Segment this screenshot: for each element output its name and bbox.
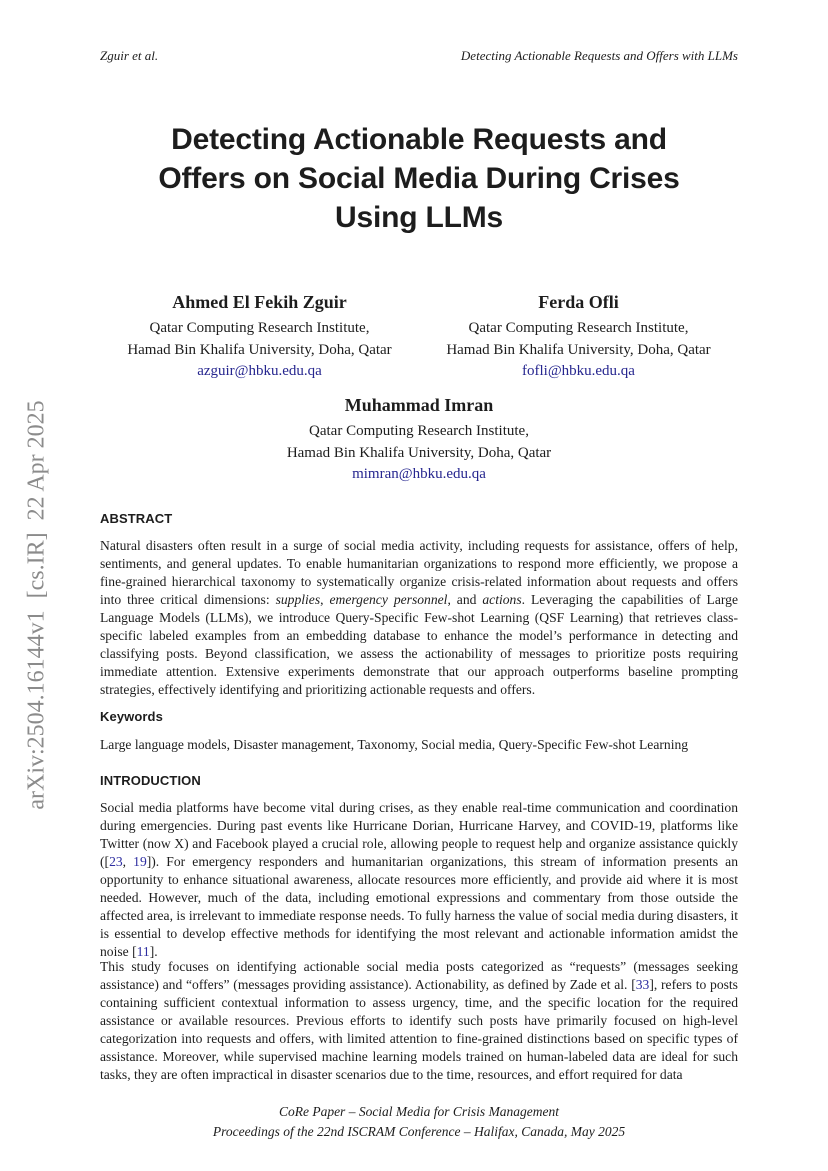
text-run: This study focuses on identifying actionable social media posts categorized as “requests” (messages seeking assistance) and “offers” (messages providing assistance). Actionability, as defined by Zade et al. [ — [100, 959, 738, 992]
author-name: Muhammad Imran — [344, 395, 494, 415]
page-footer — [100, 1102, 738, 1142]
text-run: Natural disasters often result in a surge of social media activity, including requests for assistance, offers of help, sentiments, and general updates. To enable humanitarian organizations to respond more efficiently, we propose a fine-grained hierarchical taxonomy to systematically organize crisis-related information about requests and offers into three critical dimensions: — [100, 538, 738, 607]
author-block-1 — [100, 292, 419, 383]
running-header-authors: Zguir et al. — [100, 48, 159, 63]
text-run: Social media platforms have become vital during crises, as they enable real-time communication and coordination during emergencies. During past events like Hurricane Dorian, Hurricane Harvey, and COVID-19, platforms like Twitter (now X) and Facebook played a crucial role, allowing people to request help and organize assistance quickly ([ — [100, 800, 738, 869]
emphasis-text: emergency personnel — [329, 592, 448, 607]
author-email-link[interactable]: fofli@hbku.edu.qa — [522, 363, 635, 379]
emphasis-text: actions — [482, 592, 522, 607]
author-name: Ahmed El Fekih Zguir — [172, 292, 347, 312]
arxiv-watermark: arXiv:2504.16144v1 [cs.IR] 22 Apr 2025 — [23, 400, 50, 810]
paper-title-line-2: Offers on Social Media During Crises — [158, 162, 680, 195]
running-header — [100, 48, 738, 64]
introduction-heading: INTRODUCTION — [100, 773, 201, 788]
author-affiliation: Qatar Computing Research Institute, — [468, 320, 689, 336]
footer-line-2: Proceedings of the 22nd ISCRAM Conference – Halifax, Canada, May 2025 — [212, 1124, 626, 1139]
author-email-link[interactable]: azguir@hbku.edu.qa — [197, 363, 322, 379]
citation-link[interactable]: 11 — [136, 944, 150, 959]
author-name: Ferda Ofli — [538, 292, 619, 312]
keywords-heading: Keywords — [100, 709, 163, 724]
author-affiliation: Hamad Bin Khalifa University, Doha, Qatar — [446, 341, 711, 358]
abstract-text — [100, 537, 738, 699]
citation-link[interactable]: 23 — [109, 854, 123, 869]
text-run: , — [122, 854, 134, 869]
author-affiliation: Qatar Computing Research Institute, — [309, 423, 529, 439]
paper-title-line-3: Using LLMs — [335, 201, 503, 234]
author-block-3 — [100, 395, 738, 486]
text-run: ]. — [149, 944, 158, 959]
paper-title — [100, 120, 738, 237]
running-header-title: Detecting Actionable Requests and Offers with LLMs — [460, 48, 738, 63]
authors-row — [100, 292, 738, 383]
citation-link[interactable]: 19 — [133, 854, 147, 869]
text-run: , and — [447, 592, 483, 607]
text-run: ], refers to posts containing sufficient contextual information to assess urgency, time, and the specific location for the required assistance or available resources. Previous efforts to identify such posts have primarily focused on high-level categorization into requests and offers, with limited attention to fine-grained distinctions based on specific types of assistance. Moreover, while supervised machine learning models trained on human-labeled data are ideal for such tasks, they are often impractical in disaster scenarios due to the time, resources, and effort required for data — [100, 977, 738, 1082]
citation-link[interactable]: 33 — [635, 977, 650, 992]
author-affiliation: Hamad Bin Khalifa University, Doha, Qatar — [286, 444, 552, 461]
text-run: . Leveraging the capabilities of Large Language Models (LLMs), we introduce Query-Specific Few-shot Learning (QSF Learning) that retrieves class-specific labeled examples from an embedding database to enhance the model’s performance in detecting and classifying posts. Beyond classification, we assess the actionability of messages to prioritize posts requiring immediate attention. Extensive experiments demonstrate that our approach outperforms baseline prompting strategies, effectively identifying and prioritizing actionable requests and offers. — [100, 592, 739, 697]
introduction-paragraph-2 — [100, 958, 738, 1084]
footer-line-1: CoRe Paper – Social Media for Crisis Management — [278, 1104, 560, 1119]
keywords-text: Large language models, Disaster management, Taxonomy, Social media, Query-Specific Few-shot Learning — [100, 737, 689, 752]
author-affiliation: Hamad Bin Khalifa University, Doha, Qatar — [127, 341, 392, 358]
paper-title-line-1: Detecting Actionable Requests and — [171, 123, 667, 156]
emphasis-text: supplies — [275, 592, 321, 607]
abstract-heading: ABSTRACT — [100, 511, 173, 526]
author-affiliation: Qatar Computing Research Institute, — [149, 320, 370, 336]
author-block-2 — [419, 292, 738, 383]
text-run: , — [320, 592, 330, 607]
author-email-link[interactable]: mimran@hbku.edu.qa — [352, 466, 486, 482]
introduction-paragraph-1 — [100, 799, 738, 961]
text-run: ]). For emergency responders and humanitarian organizations, this stream of information presents an opportunity to enhance situational awareness, allocate resources more efficiently, and provide aid where it is most needed. However, much of the data, including emotional expressions and commentary from those outside the affected area, is irrelevant to immediate response needs. To fully harness the value of social media during disasters, it is essential to develop effective methods for identifying the most relevant and actionable information amidst the noise [ — [100, 854, 738, 959]
